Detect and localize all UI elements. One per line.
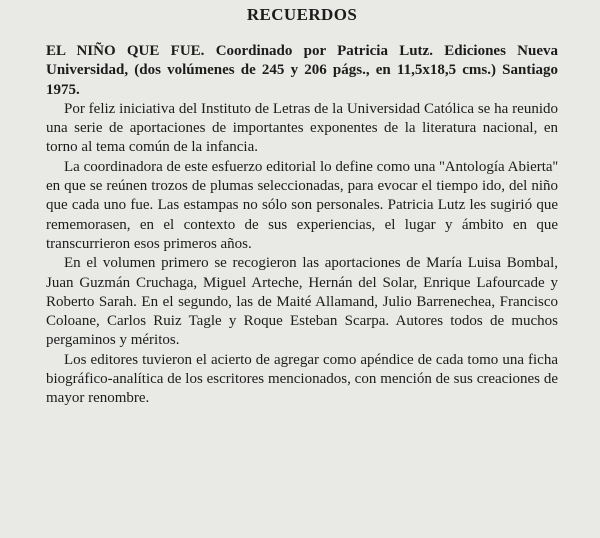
book-publication-details: Coordinado por Patricia Lutz. Ediciones Nueva Universidad, (dos volúmenes de 245 y 206 págs., en 11,5x18,5 cms.) Santiago 1975. [46,43,559,98]
paragraph-appendix: Los editores tuvieron el acierto de agregar como apéndice de cada tomo una ficha biográfico-analítica de los escritores mencionados, con mención de sus creaciones de mayor renombre. [46,351,558,407]
book-reference [46,42,558,100]
paragraph-anthology: La coordinadora de este esfuerzo editorial lo define como una ''Antología Abierta'' en que se reúnen trozos de plumas seleccionadas, para evocar el tiempo ido, del niño que cada uno fue. Las estampas no sólo son personales. Patricia Lutz les sugirió que rememorasen, en el contexto de sus experiencias, el lugar y ámbito en que transcurrieron esos primeros años. [46,158,558,252]
section-heading: RECUERDOS [246,5,358,24]
paragraph-authors: En el volumen primero se recogieron las aportaciones de María Luisa Bombal, Juan Guzmán Cruchaga, Miguel Arteche, Hernán del Solar, Enrique Lafourcade y Roberto Sarah. En el segundo, las de Maité Allamand, Julio Barrenechea, Francisco Coloane, Carlos Ruiz Tagle y Roque Esteban Scarpa. Autores todos de muchos pergaminos y méritos. [46,255,558,349]
book-title: EL NIÑO QUE FUE. [46,43,205,59]
paragraph-intro: Por feliz iniciativa del Instituto de Letras de la Universidad Católica se ha reunido una serie de aportaciones de importantes exponentes de la literatura nacional, en torno al tema común de la infancia. [46,100,558,156]
